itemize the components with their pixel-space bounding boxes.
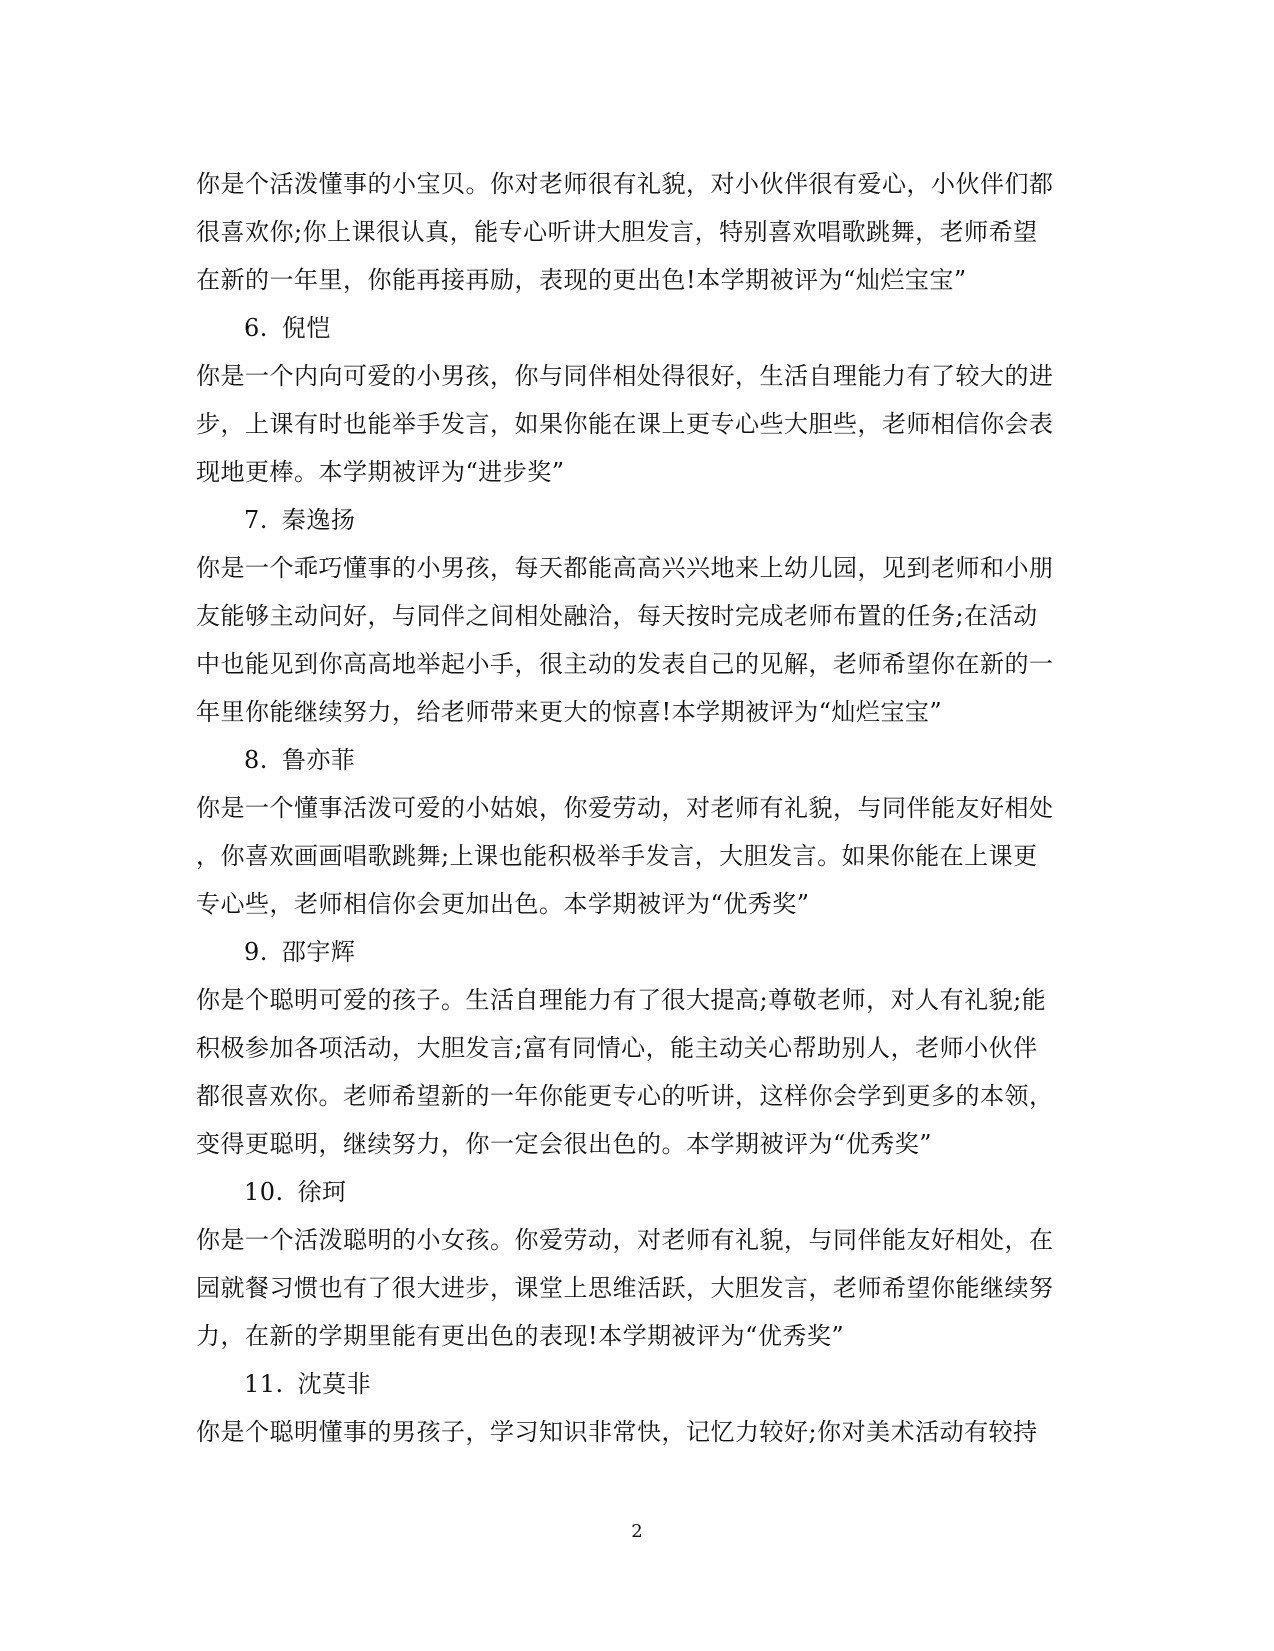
item-number: 8.: [244, 746, 268, 774]
paragraph-line: 很喜欢你;你上课很认真，能专心听讲大胆发言，特别喜欢唱歌跳舞，老师希望: [196, 218, 1038, 246]
paragraph-line: 园就餐习惯也有了很大进步，课堂上思维活跃，大胆发言，老师希望你能继续努: [196, 1274, 1054, 1302]
item-number: 11.: [244, 1370, 284, 1398]
page-number: 2: [631, 1521, 643, 1542]
paragraph-line: 你是一个内向可爱的小男孩，你与同伴相处得很好，生活自理能力有了较大的进: [196, 362, 1054, 390]
student-name: 沈莫非: [297, 1370, 372, 1398]
item-heading: [196, 928, 1076, 976]
item-number: 7.: [244, 506, 268, 534]
paragraph-line: 你是个聪明懂事的男孩子，学习知识非常快，记忆力较好;你对美术活动有较持: [196, 1418, 1038, 1446]
item-heading: [196, 736, 1076, 784]
item-heading: [196, 496, 1076, 544]
item-number: 6.: [244, 314, 268, 342]
paragraph-line: 你是一个活泼聪明的小女孩。你爱劳动，对老师有礼貌，与同伴能友好相处，在: [196, 1226, 1054, 1254]
paragraph-line: 现地更棒。本学期被评为“进步奖”: [196, 458, 565, 486]
paragraph-line: 友能够主动问好，与同伴之间相处融洽，每天按时完成老师布置的任务;在活动: [196, 602, 1038, 630]
item-number: 10.: [244, 1178, 284, 1206]
paragraph-line: 力，在新的学期里能有更出色的表现!本学期被评为“优秀奖”: [196, 1322, 845, 1350]
paragraph-line: 你是个活泼懂事的小宝贝。你对老师很有礼貌，对小伙伴很有爱心，小伙伴们都: [196, 170, 1054, 198]
paragraph-line: 专心些，老师相信你会更加出色。本学期被评为“优秀奖”: [196, 890, 810, 918]
student-name: 倪恺: [281, 314, 331, 342]
item-heading: [196, 1168, 1076, 1216]
paragraph-line: 年里你能继续努力，给老师带来更大的惊喜!本学期被评为“灿烂宝宝”: [196, 698, 943, 726]
item-heading: [196, 304, 1076, 352]
paragraph-line: 积极参加各项活动，大胆发言;富有同情心，能主动关心帮助别人，老师小伙伴: [196, 1034, 1038, 1062]
paragraph-line: ，你喜欢画画唱歌跳舞;上课也能积极举手发言，大胆发言。如果你能在上课更: [196, 842, 1038, 870]
student-name: 鲁亦菲: [281, 746, 356, 774]
paragraph-line: 步，上课有时也能举手发言，如果你能在课上更专心些大胆些，老师相信你会表: [196, 410, 1054, 438]
student-name: 邵宇辉: [281, 938, 356, 966]
student-name: 徐珂: [297, 1178, 347, 1206]
paragraph-line: 变得更聪明，继续努力，你一定会很出色的。本学期被评为“优秀奖”: [196, 1130, 933, 1158]
paragraph-line: 都很喜欢你。老师希望新的一年你能更专心的听讲，这样你会学到更多的本领，: [196, 1082, 1054, 1110]
item-number: 9.: [244, 938, 268, 966]
student-name: 秦逸扬: [281, 506, 356, 534]
paragraph-line: 你是个聪明可爱的孩子。生活自理能力有了很大提高;尊敬老师，对人有礼貌;能: [196, 986, 1047, 1014]
paragraph-line: 你是一个懂事活泼可爱的小姑娘，你爱劳动，对老师有礼貌，与同伴能友好相处: [196, 794, 1054, 822]
paragraph-line: 在新的一年里，你能再接再励，表现的更出色!本学期被评为“灿烂宝宝”: [196, 266, 967, 294]
item-heading: [196, 1360, 1076, 1408]
paragraph-line: 你是一个乖巧懂事的小男孩，每天都能高高兴兴地来上幼儿园，见到老师和小朋: [196, 554, 1054, 582]
document-body: [196, 160, 1076, 1456]
paragraph-line: 中也能见到你高高地举起小手，很主动的发表自己的见解，老师希望你在新的一: [196, 650, 1054, 678]
